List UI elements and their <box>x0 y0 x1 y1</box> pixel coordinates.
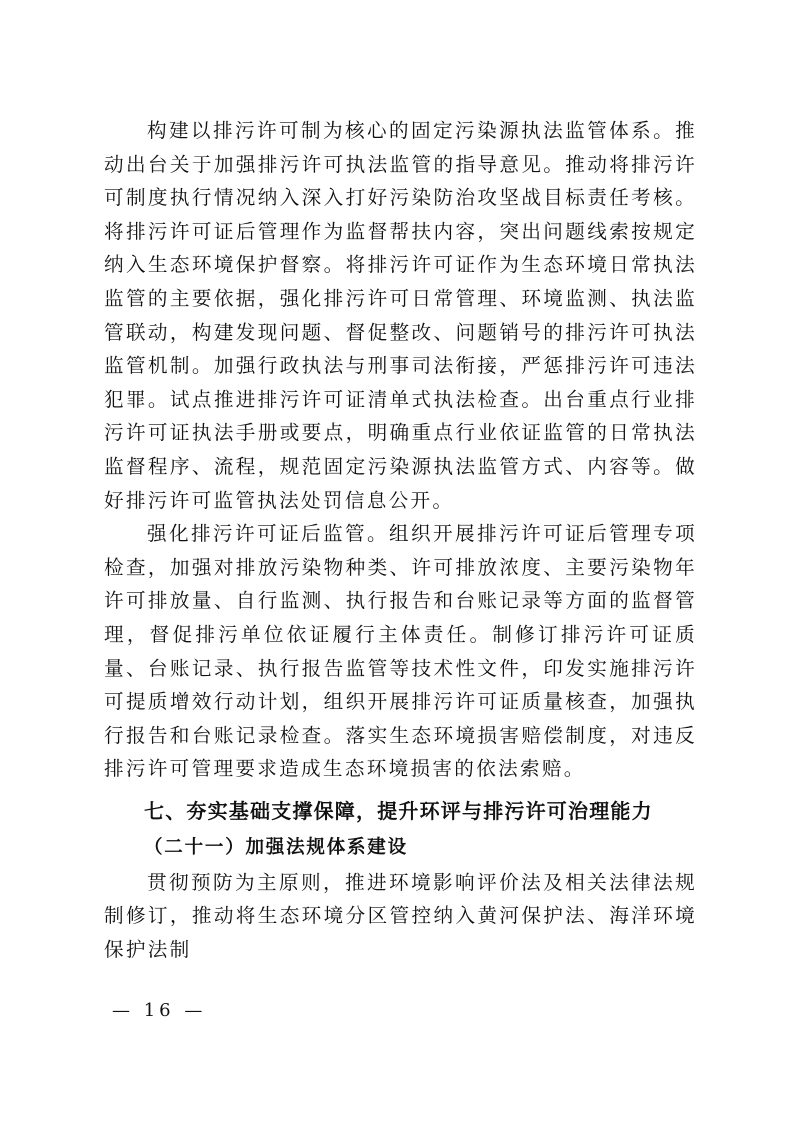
body-paragraph: 强化排污许可证后监管。组织开展排污许可证后管理专项检查，加强对排放污染物种类、许可排放浓度、主要污染物年许可排放量、自行监测、执行报告和台账记录等方面的监督管理，督促排污单位依证履行主体责任。制修订排污许可证质量、台账记录、执行报告监管等技术性文件，印发实施排污许可提质增效行动计划，组织开展排污许可证质量核查，加强执行报告和台账记录检查。落实生态环境损害赔偿制度，对违反排污许可管理要求造成生态环境损害的依法索赔。 <box>104 522 697 781</box>
page-number: — 16 — <box>112 1000 207 1021</box>
section-heading: 七、夯实基础支撑保障，提升环评与排污许可治理能力 <box>144 798 653 823</box>
body-paragraph: 构建以排污许可制为核心的固定污染源执法监管体系。推动出台关于加强排污许可执法监管的指导意见。推动将排污许可制度执行情况纳入深入打好污染防治攻坚战目标责任考核。将排污许可证后管理作为监督帮扶内容，突出问题线索按规定纳入生态环境保护督察。将排污许可证作为生态环境日常执法监管的主要依据，强化排污许可日常管理、环境监测、执法监管联动，构建发现问题、督促整改、问题销号的排污许可执法监管机制。加强行政执法与刑事司法衔接，严惩排污许可违法犯罪。试点推进排污许可证清单式执法检查。出台重点行业排污许可证执法手册或要点，明确重点行业依证监管的日常执法监督程序、流程，规范固定污染源执法监管方式、内容等。做好排污许可监管执法处罚信息公开。 <box>104 119 697 512</box>
body-paragraph: 贯彻预防为主原则，推进环境影响评价法及相关法律法规制修订，推动将生态环境分区管控纳入黄河保护法、海洋环境保护法制 <box>104 870 697 962</box>
subsection-heading: （二十一）加强法规体系建设 <box>144 836 408 858</box>
document-page <box>104 114 697 967</box>
